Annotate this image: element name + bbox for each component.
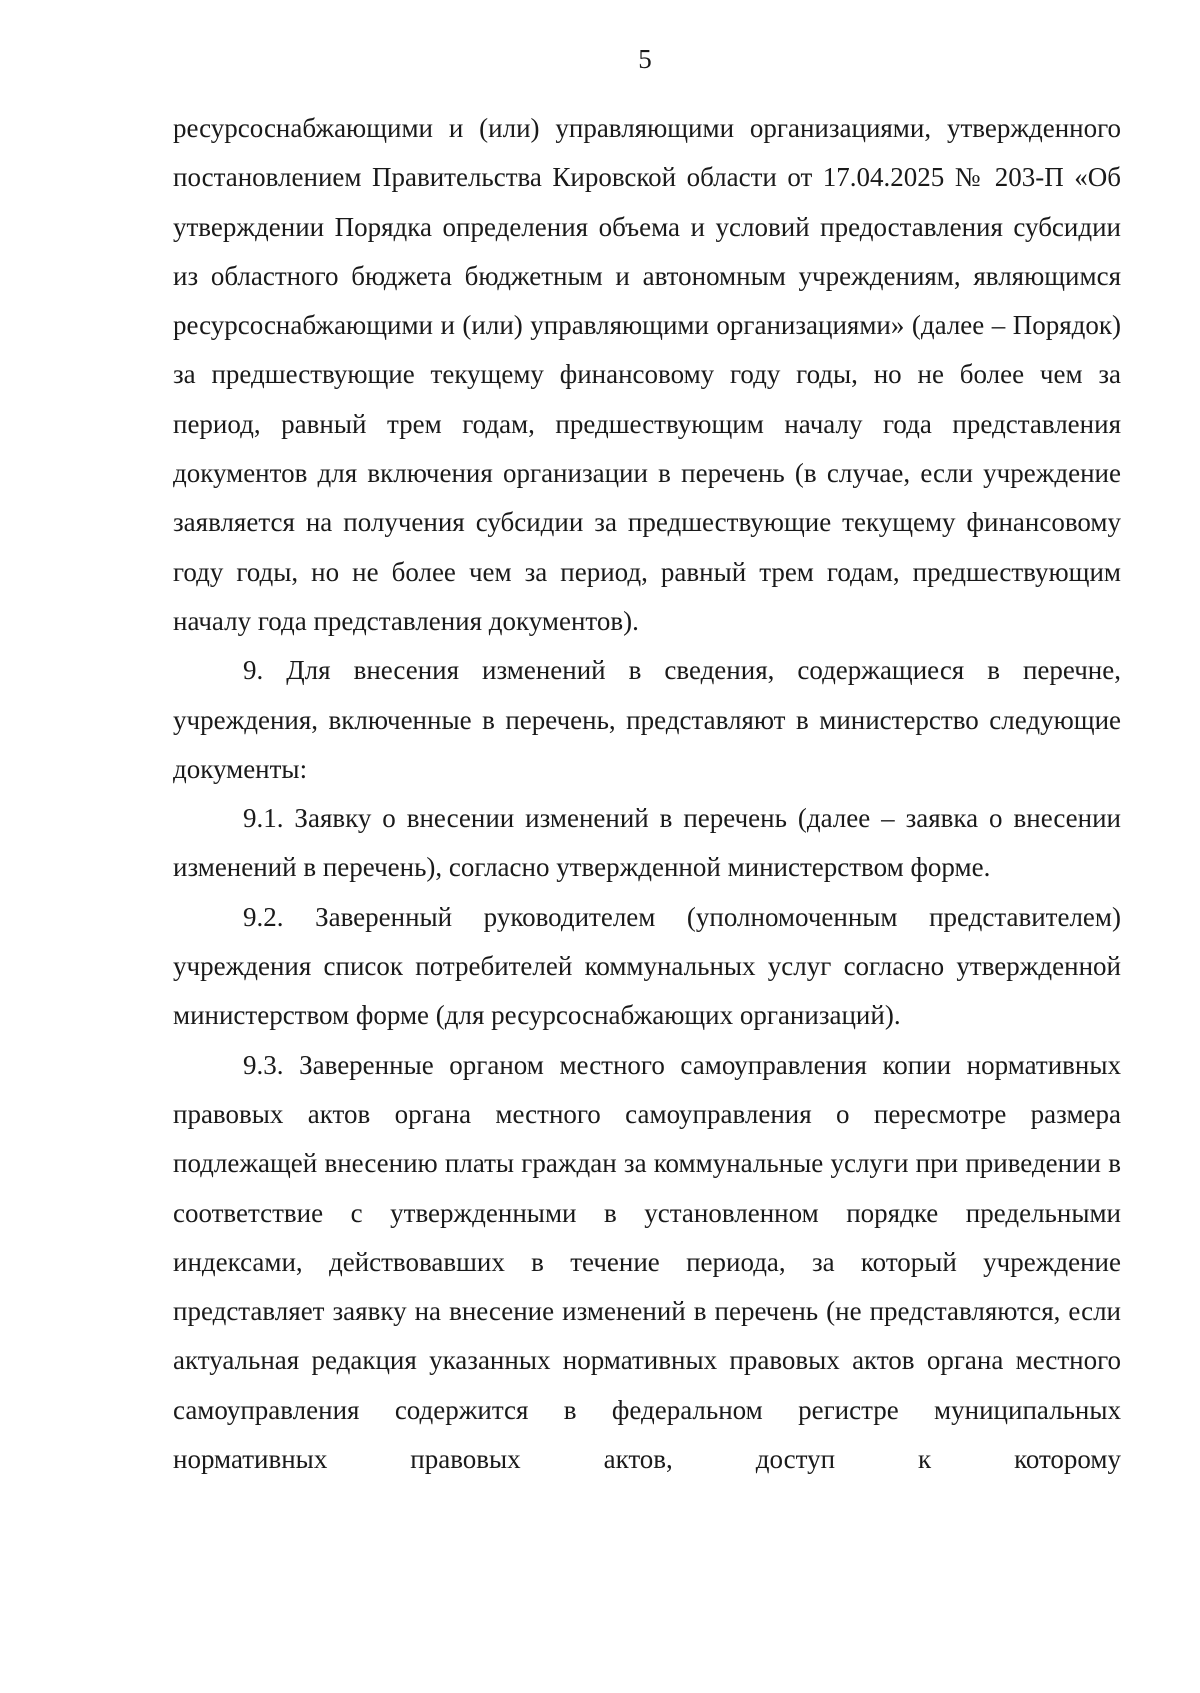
page-number: 5 bbox=[638, 44, 652, 74]
paragraph-9: 9. Для внесения изменений в сведения, содержащиеся в перечне, учреждения, включенные в перечень, представляют в министерство следующие документы: bbox=[173, 655, 1121, 784]
paragraph-continuation: ресурсоснабжающими и (или) управляющими организациями, утвержденного постановлением Правительства Кировской области от 17.04.2025 № 203-П «Об утверждении Порядка определения объема и условий предоставления субсидии из областного бюджета бюджетным и автономным учреждениям, являющимся ресурсоснабжающими и (или) управляющими организациями» (далее – Порядок) за предшествующие текущему финансовому году годы, но не более чем за период, равный трем годам, предшествующим началу года представления документов для включения организации в перечень (в случае, если учреждение заявляется на получения субсидии за предшествующие текущему финансовому году годы, но не более чем за период, равный трем годам, предшествующим началу года представления документов). bbox=[173, 113, 1121, 636]
document-body bbox=[173, 104, 1121, 1484]
paragraph-9-3: 9.3. Заверенные органом местного самоуправления копии нормативных правовых актов органа местного самоуправления о пересмотре размера подлежащей внесению платы граждан за коммунальные услуги при приведении в соответствие с утвержденными в установленном порядке предельными индексами, действовавших в течение периода, за который учреждение представляет заявку на внесение изменений в перечень (не представляются, если актуальная редакция указанных нормативных правовых актов органа местного самоуправления содержится в федеральном регистре муниципальных нормативных правовых актов, доступ к которому bbox=[173, 1049, 1121, 1475]
paragraph-9-1: 9.1. Заявку о внесении изменений в перечень (далее – заявка о внесении изменений в перечень), согласно утвержденной министерством форме. bbox=[173, 803, 1121, 883]
paragraph-9-2: 9.2. Заверенный руководителем (уполномоченным представителем) учреждения список потребителей коммунальных услуг согласно утвержденной министерством форме (для ресурсоснабжающих организаций). bbox=[173, 901, 1121, 1031]
